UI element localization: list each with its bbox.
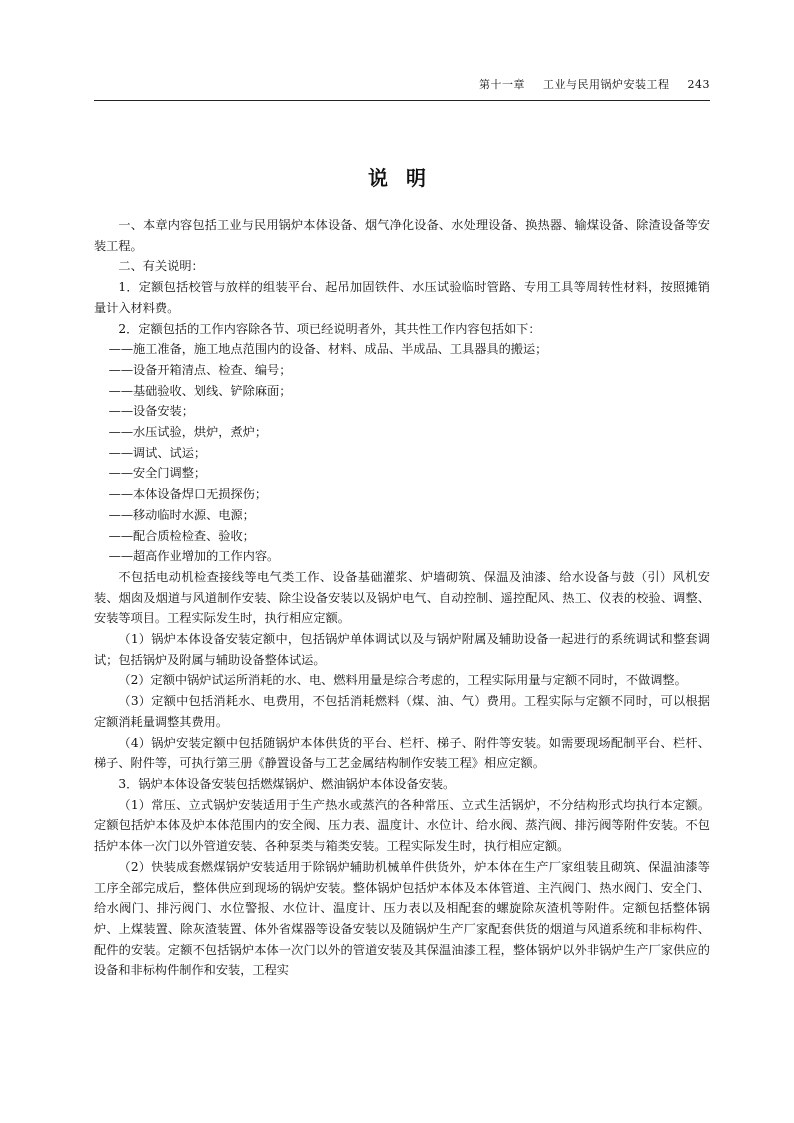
work-item: ——设备开箱清点、检查、编号； [108, 362, 292, 377]
section-title: 工业与民用锅炉安装工程 [543, 78, 670, 91]
paragraph: （1）常压、立式锅炉安装适用于生产热水或蒸汽的各种常压、立式生活锅炉，不分结构形式均执行本定额。定额包括炉本体及炉本体范围内的安全阀、压力表、温度计、水位计、给水阀、蒸汽阀、排污阀等附件安装。不包括炉本体一次门以外管道安装、各种泵类与箱类安装。工程实际发生时，执行相应定额。 [94, 797, 710, 854]
work-item: ——设备安装； [108, 404, 194, 419]
running-header [94, 76, 710, 92]
chapter-label: 第十一章 [479, 78, 525, 91]
page-title: 说明 [368, 166, 444, 190]
work-item: ——超高作业增加的工作内容。 [108, 549, 280, 564]
work-item: ——本体设备焊口无损探伤； [108, 487, 268, 502]
paragraph: 2．定额包括的工作内容除各节、项已经说明者外，其共性工作内容包括如下： [118, 321, 541, 336]
page-number: 243 [687, 78, 710, 91]
paragraph: 3．锅炉本体设备安装包括燃煤锅炉、燃油锅炉本体设备安装。 [118, 776, 456, 791]
paragraph: （4）锅炉安装定额中包括随锅炉本体供货的平台、栏杆、梯子、附件等安装。如需要现场配制平台、栏杆、梯子、附件等，可执行第三册《静置设备与工艺金属结构制作安装工程》相应定额。 [94, 735, 710, 771]
paragraph: （2）快装成套燃煤锅炉安装适用于除锅炉辅助机械单件供货外，炉本体在生产厂家组装且砌筑、保温油漆等工序全部完成后，整体供应到现场的锅炉安装。整体锅炉包括炉本体及本体管道、主汽阀门、热水阀门、安全门、给水阀门、排污阀门、水位警报、水位计、温度计、压力表以及相配套的螺旋除灰渣机等附件。定额包括整体锅炉、上煤装置、除灰渣装置、体外省煤器等设备安装以及随锅炉生产厂家配套供货的烟道与风道系统和非标构件、配件的安装。定额不包括锅炉本体一次门以外的管道安装及其保温油漆工程，整体锅炉以外非锅炉生产厂家供应的设备和非标构件制作和安装，工程实 [94, 859, 710, 978]
work-item: ——配合质检检查、验收； [108, 528, 255, 543]
body-text [94, 215, 710, 981]
work-item: ——调试、试运； [108, 445, 207, 460]
paragraph: （1）锅炉本体设备安装定额中，包括锅炉单体调试以及与锅炉附属及辅助设备一起进行的系统调试和整套调试；包括锅炉及附属与辅助设备整体试运。 [94, 632, 710, 667]
work-item: ——施工准备，施工地点范围内的设备、材料、成品、半成品、工具器具的搬运； [108, 342, 548, 357]
paragraph: 一、本章内容包括工业与民用锅炉本体设备、烟气净化设备、水处理设备、换热器、输煤设备、除渣设备等安装工程。 [94, 218, 710, 253]
paragraph: （2）定额中锅炉试运所消耗的水、电、燃料用量是综合考虑的，工程实际用量与定额不同时，不做调整。 [118, 673, 687, 688]
paragraph: 1．定额包括校管与放样的组装平台、起吊加固铁件、水压试验临时管路、专用工具等周转性材料，按照摊销量计入材料费。 [94, 280, 710, 315]
header-rule [94, 100, 710, 101]
work-item: ——安全门调整； [108, 466, 207, 481]
paragraph: 不包括电动机检查接线等电气类工作、设备基础灌浆、炉墙砌筑、保温及油漆、给水设备与鼓（引）风机安装、烟囱及烟道与风道制作安装、除尘设备安装以及锅炉电气、自动控制、遥控配风、热工、仪表的校验、调整、安装等项目。工程实际发生时，执行相应定额。 [94, 569, 710, 626]
paragraph: 二、有关说明： [118, 259, 204, 274]
paragraph: （3）定额中包括消耗水、电费用，不包括消耗燃料（煤、油、气）费用。工程实际与定额不同时，可以根据定额消耗量调整其费用。 [94, 694, 710, 729]
work-item: ——基础验收、划线、铲除麻面； [108, 383, 292, 398]
work-item: ——移动临时水源、电源； [108, 507, 255, 522]
work-item: ——水压试验，烘炉，煮炉； [108, 425, 268, 440]
